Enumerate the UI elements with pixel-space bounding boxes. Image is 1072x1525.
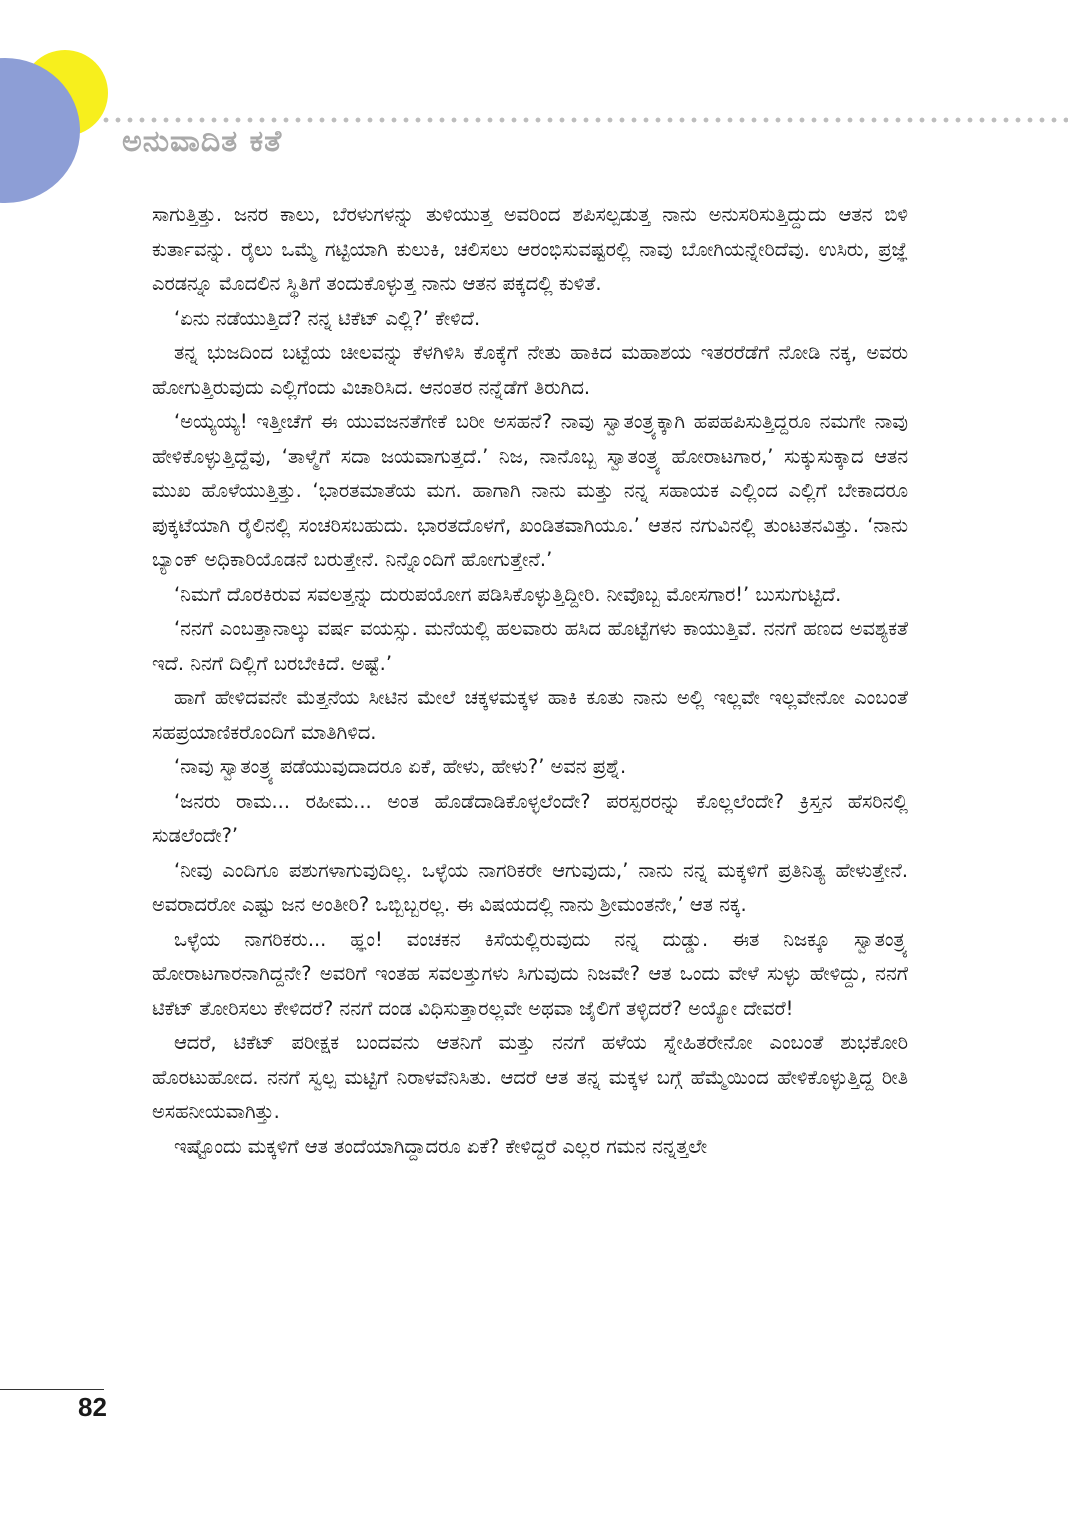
- footer-rule: [0, 1389, 104, 1390]
- paragraph: ಹಾಗೆ ಹೇಳಿದವನೇ ಮೆತ್ತನೆಯ ಸೀಟಿನ ಮೇಲೆ ಚಕ್ಕಳಮಕ್ಕಳ ಹಾಕಿ ಕೂತು ನಾನು ಅಲ್ಲಿ ಇಲ್ಲವೇ ಇಲ್ಲವೇನೋ ಎಂಬಂತೆ ಸಹಪ್ರಯಾಣಿಕರೊಂದಿಗೆ ಮಾತಿಗಿಳಿದ.: [152, 686, 908, 744]
- paragraph: ಆದರೆ, ಟಿಕೆಟ್ ಪರೀಕ್ಷಕ ಬಂದವನು ಆತನಿಗೆ ಮತ್ತು ನನಗೆ ಹಳೆಯ ಸ್ನೇಹಿತರೇನೋ ಎಂಬಂತೆ ಶುಭಕೋರಿ ಹೊರಟುಹೋದ. ನನಗೆ ಸ್ವಲ್ಪ ಮಟ್ಟಿಗೆ ನಿರಾಳವೆನಿಸಿತು. ಆದರೆ ಆತ ತನ್ನ ಮಕ್ಕಳ ಬಗ್ಗೆ ಹೆಮ್ಮೆಯಿಂದ ಹೇಳಿಕೊಳ್ಳುತ್ತಿದ್ದ ರೀತಿ ಅಸಹನೀಯವಾಗಿತ್ತು.: [152, 1031, 908, 1123]
- story-text: [152, 198, 908, 1164]
- paragraph: ‘ನನಗೆ ಎಂಬತ್ತಾನಾಲ್ಕು ವರ್ಷ ವಯಸ್ಸು. ಮನೆಯಲ್ಲಿ ಹಲವಾರು ಹಸಿದ ಹೊಟ್ಟೆಗಳು ಕಾಯುತ್ತಿವೆ. ನನಗೆ ಹಣದ ಅವಶ್ಯಕತೆ ಇದೆ. ನಿನಗೆ ದಿಲ್ಲಿಗೆ ಬರಬೇಕಿದೆ. ಅಷ್ಟೆ.’: [152, 617, 908, 675]
- paragraph: ತನ್ನ ಭುಜದಿಂದ ಬಟ್ಟೆಯ ಚೀಲವನ್ನು ಕೆಳಗಿಳಿಸಿ ಕೊಕ್ಕೆಗೆ ನೇತು ಹಾಕಿದ ಮಹಾಶಯ ಇತರರೆಡೆಗೆ ನೋಡಿ ನಕ್ಕ, ಅವರು ಹೋಗುತ್ತಿರುವುದು ಎಲ್ಲಿಗೆಂದು ವಿಚಾರಿಸಿದ. ಆನಂತರ ನನ್ನೆಡೆಗೆ ತಿರುಗಿದ.: [152, 341, 908, 399]
- paragraph: ‘ನಾವು ಸ್ವಾತಂತ್ರ್ಯ ಪಡೆಯುವುದಾದರೂ ಏಕೆ, ಹೇಳು, ಹೇಳು?’ ಅವನ ಪ್ರಶ್ನೆ.: [174, 755, 627, 778]
- header-dotted-rule: [100, 116, 1068, 124]
- page-number: 82: [78, 1392, 107, 1422]
- paragraph: ಒಳ್ಳೆಯ ನಾಗರಿಕರು... ಹ್ಞಂ! ವಂಚಕನ ಕಿಸೆಯಲ್ಲಿರುವುದು ನನ್ನ ದುಡ್ಡು. ಈತ ನಿಜಕ್ಕೂ ಸ್ವಾತಂತ್ರ್ಯ ಹೋರಾಟಗಾರನಾಗಿದ್ದನೇ? ಅವರಿಗೆ ಇಂತಹ ಸವಲತ್ತುಗಳು ಸಿಗುವುದು ನಿಜವೇ? ಆತ ಒಂದು ವೇಳೆ ಸುಳ್ಳು ಹೇಳಿದ್ದು, ನನಗೆ ಟಿಕೆಟ್ ತೋರಿಸಲು ಕೇಳಿದರೆ? ನನಗೆ ದಂಡ ವಿಧಿಸುತ್ತಾರಲ್ಲವೇ ಅಥವಾ ಜೈಲಿಗೆ ತಳ್ಳಿದರೆ? ಅಯ್ಯೋ ದೇವರೆ!: [152, 927, 908, 1020]
- paragraph: ‘ನಿಮಗೆ ದೊರಕಿರುವ ಸವಲತ್ತನ್ನು ದುರುಪಯೋಗ ಪಡಿಸಿಕೊಳ್ಳುತ್ತಿದ್ದೀರಿ. ನೀವೊಬ್ಬ ಮೋಸಗಾರ!’ ಬುಸುಗುಟ್ಟಿದೆ.: [174, 582, 842, 606]
- paragraph: ‘ಜನರು ರಾಮ... ರಹೀಮ... ಅಂತ ಹೊಡೆದಾಡಿಕೊಳ್ಳಲೆಂದೇ? ಪರಸ್ಪರರನ್ನು ಕೊಲ್ಲಲೆಂದೇ? ಕ್ರಿಸ್ತನ ಹೆಸರಿನಲ್ಲಿ ಸುಡಲೆಂದೇ?’: [152, 789, 908, 847]
- paragraph: ಸಾಗುತ್ತಿತ್ತು. ಜನರ ಕಾಲು, ಬೆರಳುಗಳನ್ನು ತುಳಿಯುತ್ತ ಅವರಿಂದ ಶಪಿಸಲ್ಪಡುತ್ತ ನಾನು ಅನುಸರಿಸುತ್ತಿದ್ದುದು ಆತನ ಬಿಳಿ ಕುರ್ತಾವನ್ನು. ರೈಲು ಒಮ್ಮೆ ಗಟ್ಟಿಯಾಗಿ ಕುಲುಕಿ, ಚಲಿಸಲು ಆರಂಭಿಸುವಷ್ಟರಲ್ಲಿ ನಾವು ಬೋಗಿಯನ್ನೇರಿದೆವು. ಉಸಿರು, ಪ್ರಜ್ಞೆ ಎರಡನ್ನೂ ಮೊದಲಿನ ಸ್ಥಿತಿಗೆ ತಂದುಕೊಳ್ಳುತ್ತ ನಾನು ಆತನ ಪಕ್ಕದಲ್ಲಿ ಕುಳಿತೆ.: [152, 203, 908, 295]
- paragraph: ‘ನೀವು ಎಂದಿಗೂ ಪಶುಗಳಾಗುವುದಿಲ್ಲ. ಒಳ್ಳೆಯ ನಾಗರಿಕರೇ ಆಗುವುದು,’ ನಾನು ನನ್ನ ಮಕ್ಕಳಿಗೆ ಪ್ರತಿನಿತ್ಯ ಹೇಳುತ್ತೇನೆ. ಅವರಾದರೋ ಎಷ್ಟು ಜನ ಅಂತೀರಿ? ಒಬ್ಬಿಬ್ಬರಲ್ಲ. ಈ ವಿಷಯದಲ್ಲಿ ನಾನು ಶ್ರೀಮಂತನೇ,’ ಆತ ನಕ್ಕ.: [152, 858, 908, 916]
- paragraph: ‘ಅಯ್ಯಯ್ಯ! ಇತ್ತೀಚೆಗೆ ಈ ಯುವಜನತೆಗೇಕೆ ಬರೀ ಅಸಹನೆ? ನಾವು ಸ್ವಾತಂತ್ರ್ಯಕ್ಕಾಗಿ ಹಪಹಪಿಸುತ್ತಿದ್ದರೂ ನಮಗೇ ನಾವು ಹೇಳಿಕೊಳ್ಳುತ್ತಿದ್ದೆವು, ‘ತಾಳ್ಮೆಗೆ ಸದಾ ಜಯವಾಗುತ್ತದೆ.’ ನಿಜ, ನಾನೊಬ್ಬ ಸ್ವಾತಂತ್ರ್ಯ ಹೋರಾಟಗಾರ,’ ಸುಕ್ಕುಸುಕ್ಕಾದ ಆತನ ಮುಖ ಹೊಳೆಯುತ್ತಿತ್ತು. ‘ಭಾರತಮಾತೆಯ ಮಗ. ಹಾಗಾಗಿ ನಾನು ಮತ್ತು ನನ್ನ ಸಹಾಯಕ ಎಲ್ಲಿಂದ ಎಲ್ಲಿಗೆ ಬೇಕಾದರೂ ಪುಕ್ಕಟೆಯಾಗಿ ರೈಲಿನಲ್ಲಿ ಸಂಚರಿಸಬಹುದು. ಭಾರತದೊಳಗೆ, ಖಂಡಿತವಾಗಿಯೂ.’ ಆತನ ನಗುವಿನಲ್ಲಿ ತುಂಟತನವಿತ್ತು. ‘ನಾನು ಬ್ಯಾಂಕ್ ಅಧಿಕಾರಿಯೊಡನೆ ಬರುತ್ತೇನೆ. ನಿನ್ನೊಂದಿಗೆ ಹೋಗುತ್ತೇನೆ.’: [152, 410, 908, 571]
- paragraph: ‘ಏನು ನಡೆಯುತ್ತಿದೆ? ನನ್ನ ಟಿಕೆಟ್ ಎಲ್ಲಿ?’ ಕೇಳಿದೆ.: [174, 306, 481, 330]
- section-title: ಅನುವಾದಿತ ಕತೆ: [122, 124, 283, 159]
- paragraph: ಇಷ್ಟೊಂದು ಮಕ್ಕಳಿಗೆ ಆತ ತಂದೆಯಾಗಿದ್ದಾದರೂ ಏಕೆ? ಕೇಳಿದ್ದರೆ ಎಲ್ಲರ ಗಮನ ನನ್ನತ್ತಲೇ: [174, 1134, 708, 1158]
